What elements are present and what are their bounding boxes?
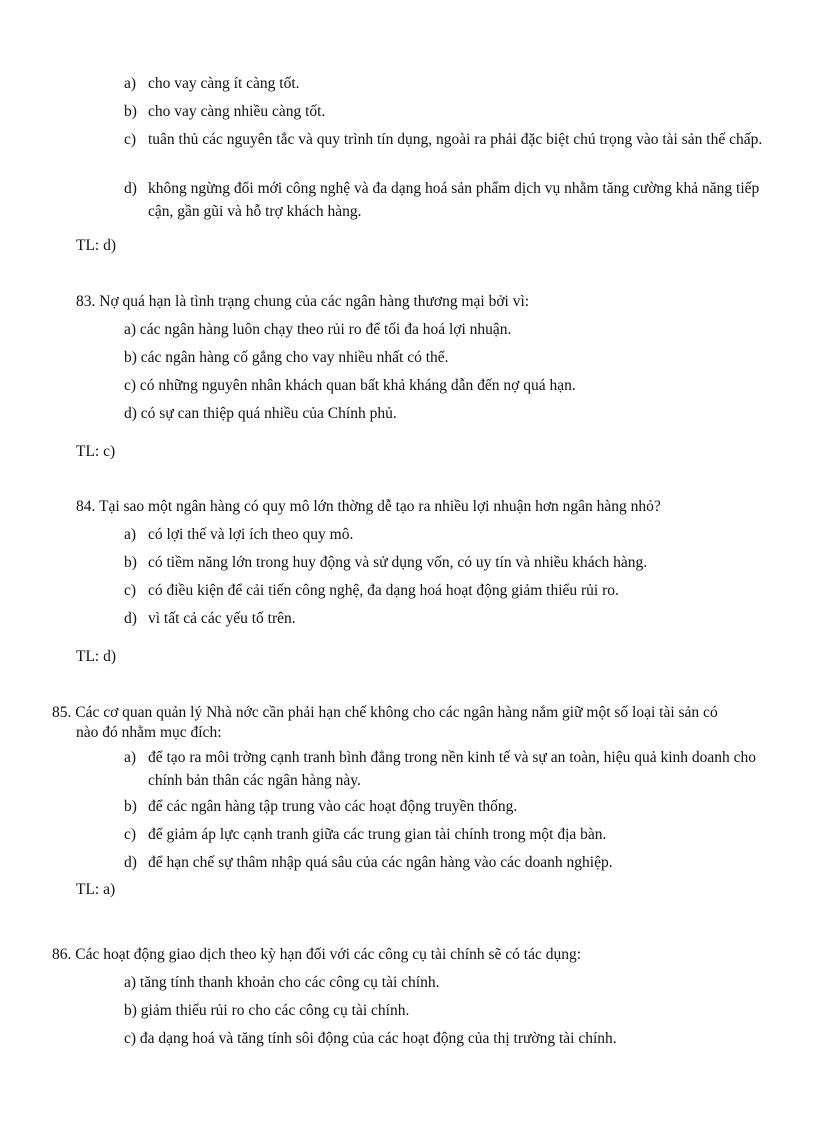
option-label: a) — [124, 75, 137, 92]
option-text: cho vay càng nhiều càng tốt. — [148, 103, 326, 120]
option-text: để các ngân hàng tập trung vào các hoạt động truyền thống. — [148, 798, 518, 815]
option-label: d) — [124, 854, 137, 871]
option-text: a) các ngân hàng luôn chạy theo rủi ro để tối đa hoá lợi nhuận. — [124, 321, 512, 338]
option-text: d) có sự can thiệp quá nhiều của Chính phủ. — [124, 405, 397, 422]
option-text: b) giảm thiểu rủi ro cho các công cụ tài chính. — [124, 1002, 410, 1019]
answer-text: TL: c) — [76, 443, 116, 460]
option-label: b) — [124, 798, 137, 815]
option-label: b) — [124, 554, 137, 571]
option-text: để hạn chế sự thâm nhập quá sâu của các ngân hàng vào các doanh nghiệp. — [148, 854, 613, 871]
option-text: để giảm áp lực cạnh tranh giữa các trung gian tài chính trong một địa bàn. — [148, 826, 607, 843]
question-83-text: 83. Nợ quá hạn là tình trạng chung của các ngân hàng thương mại bởi vì: — [76, 293, 530, 310]
question-85-text-line2: nào đó nhằm mục đích: — [76, 724, 222, 741]
option-label: c) — [124, 131, 137, 148]
option-text: cho vay càng ít càng tốt. — [148, 75, 300, 92]
option-label: c) — [124, 826, 137, 843]
option-text: vì tất cả các yếu tố trên. — [148, 610, 296, 627]
answer-text: TL: a) — [76, 881, 116, 898]
option-label: c) — [124, 582, 137, 599]
option-text: tuân thủ các nguyên tắc và quy trình tín dụng, ngoài ra phải đặc biệt chú trọng vào tài sản thế chấp. — [148, 131, 763, 148]
option-text: để tạo ra môi trờng cạnh tranh bình đẳng trong nền kinh tế và sự an toàn, hiệu quả kinh doanh cho chính bản thân các ngân hàng này. — [148, 749, 757, 789]
option-label: d) — [124, 180, 137, 197]
option-text: có lợi thế và lợi ích theo quy mô. — [148, 526, 354, 543]
option-text: không ngừng đổi mới công nghệ và đa dạng hoá sản phẩm dịch vụ nhằm tăng cường khả năng tiếp cận, gần gũi và hỗ trợ khách hàng. — [148, 180, 760, 220]
option-text: b) các ngân hàng cố gắng cho vay nhiều nhất có thể. — [124, 349, 449, 366]
option-text: c) đa dạng hoá và tăng tính sôi động của các hoạt động của thị trường tài chính. — [124, 1030, 617, 1047]
option-text: c) có những nguyên nhân khách quan bất khả kháng dẫn đến nợ quá hạn. — [124, 377, 576, 394]
option-text: có điều kiện để cải tiến công nghệ, đa dạng hoá hoạt động giảm thiểu rủi ro. — [148, 582, 619, 599]
option-label: b) — [124, 103, 137, 120]
option-text: a) tăng tính thanh khoản cho các công cụ tài chính. — [124, 974, 440, 991]
question-85-text-line1: 85. Các cơ quan quản lý Nhà nớc cần phải hạn chế không cho các ngân hàng nắm giữ một số loại tài sản có — [52, 704, 718, 721]
question-86-text: 86. Các hoạt động giao dịch theo kỳ hạn đối với các công cụ tài chính sẽ có tác dụng: — [52, 946, 582, 963]
option-label: d) — [124, 610, 137, 627]
option-text: có tiềm năng lớn trong huy động và sử dụng vốn, có uy tín và nhiều khách hàng. — [148, 554, 648, 571]
option-label: a) — [124, 526, 137, 543]
answer-text: TL: d) — [76, 237, 117, 254]
question-84-text: 84. Tại sao một ngân hàng có quy mô lớn thờng dễ tạo ra nhiều lợi nhuận hơn ngân hàng nhỏ? — [76, 498, 661, 515]
option-label: a) — [124, 749, 137, 766]
answer-text: TL: d) — [76, 648, 117, 665]
